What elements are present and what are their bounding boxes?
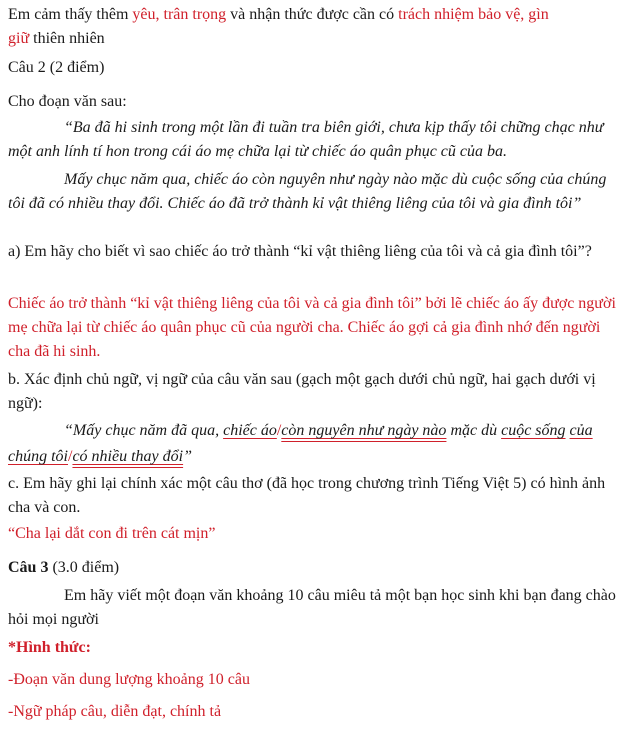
intro-highlight: trách nhiệm bảo vệ, gìn <box>398 6 549 23</box>
question-c: c. Em hãy ghi lại chính xác một câu thơ (đã học trong chương trình Tiếng Việt 5) có hình ảnh cha và con. <box>8 475 606 516</box>
subject-2a: cuộc sống <box>501 422 566 439</box>
sentence-text: Mấy chục năm đã qua, <box>72 422 224 439</box>
subject-1: chiếc áo <box>223 422 277 439</box>
q2-heading: Câu 2 (2 điểm) <box>8 59 105 76</box>
form-item-1: -Đoạn văn dung lượng khoảng 10 câu <box>8 671 250 688</box>
intro-text: và nhận thức được cần có <box>226 6 399 23</box>
form-item-2: -Ngữ pháp câu, diễn đạt, chính tả <box>8 703 222 720</box>
divider-slash-icon: / <box>68 448 73 465</box>
q3-prompt: Em hãy viết một đoạn văn khoảng 10 câu miêu tả một bạn học sinh khi bạn đang chào hỏi mọi người <box>8 587 616 628</box>
q3-heading <box>8 556 626 580</box>
question-a: a) Em hãy cho biết vì sao chiếc áo trở thành “kỉ vật thiêng liêng của tôi và cả gia đình tôi”? <box>8 243 592 260</box>
close-quote: ” <box>183 448 192 465</box>
divider-slash-icon: / <box>276 422 282 439</box>
intro-text: Em cảm thấy thêm <box>8 6 133 23</box>
question-b: b. Xác định chủ ngữ, vị ngữ của câu văn sau (gạch một gạch dưới chủ ngữ, hai gạch dưới vị ngữ): <box>8 371 596 412</box>
q3-heading-bold: Câu 3 <box>8 559 49 576</box>
predicate-1: còn nguyên như ngày nào <box>281 422 447 439</box>
intro-text: thiên nhiên <box>29 30 105 47</box>
q2-prompt: Cho đoạn văn sau: <box>8 93 127 110</box>
intro-highlight: yêu, trân trọng <box>132 6 227 23</box>
sentence-b <box>8 418 626 470</box>
q3-heading-rest: (3.0 điểm) <box>48 559 120 576</box>
intro-highlight: giữ <box>8 30 30 47</box>
form-heading: *Hình thức: <box>8 639 91 656</box>
open-quote: “ <box>64 422 73 439</box>
predicate-2: có nhiều thay đổi <box>72 448 184 465</box>
sentence-text: mặc dù <box>446 422 502 439</box>
passage-paragraph-2: Mấy chục năm qua, chiếc áo còn nguyên như ngày nào mặc dù cuộc sống của chúng tôi đã có nhiều thay đổi. Chiếc áo đã trở thành kỉ vật thiêng liêng của tôi và gia đình tôi” <box>8 171 607 212</box>
answer-a: Chiếc áo trở thành “kỉ vật thiêng liêng của tôi và cả gia đình tôi” bởi lẽ chiếc áo ấy được người mẹ chữa lại từ chiếc áo quân phục cũ của người cha. Chiếc áo gợi cả gia đình nhớ đến người cha đã hi sinh. <box>8 295 616 360</box>
passage-paragraph-1: “Ba đã hi sinh trong một lần đi tuần tra biên giới, chưa kịp thấy tôi chững chạc như một anh lính tí hon trong cái áo mẹ chữa lại từ chiếc áo quân phục cũ của ba. <box>8 119 604 160</box>
answer-c: “Cha lại dắt con đi trên cát mịn” <box>8 525 216 542</box>
subject-2b: của chúng tôi <box>8 422 593 465</box>
intro-paragraph <box>8 3 626 51</box>
